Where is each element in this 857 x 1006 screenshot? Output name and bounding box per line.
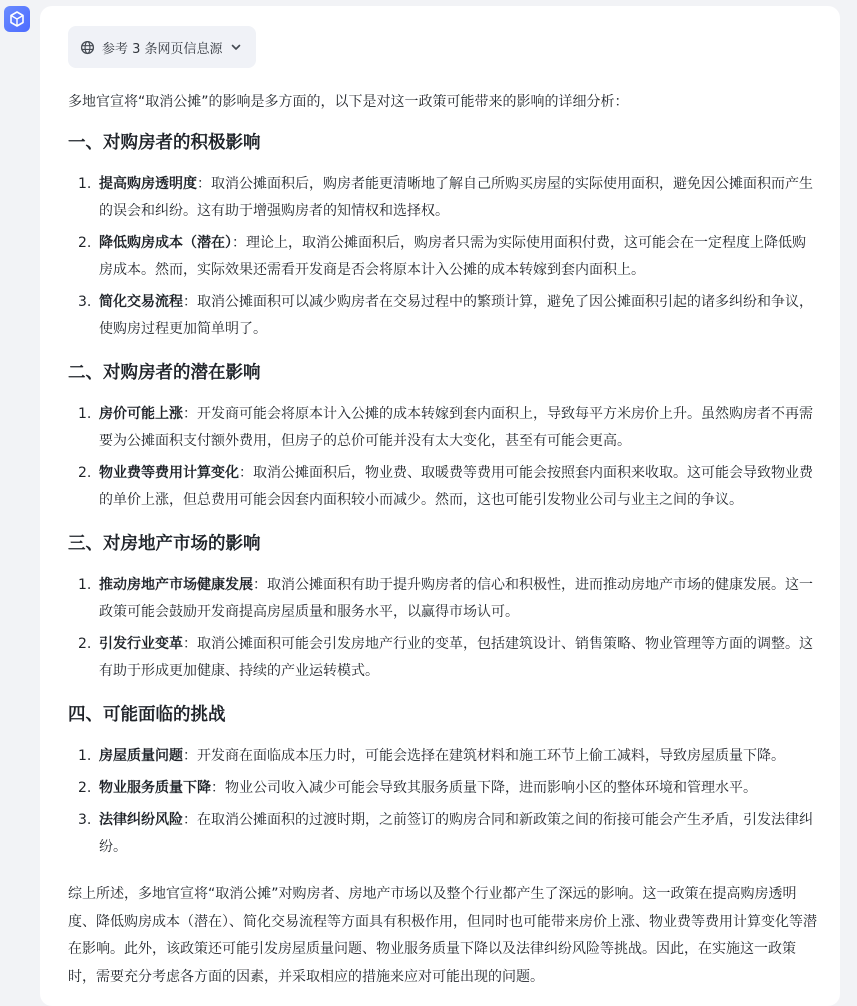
list-item-number: 2. bbox=[78, 636, 92, 652]
section-heading: 三、对房地产市场的影响 bbox=[68, 534, 261, 554]
list-item bbox=[68, 807, 818, 861]
section-list bbox=[68, 743, 818, 861]
sections-container bbox=[68, 129, 818, 861]
list-item-text: ：取消公摊面积可以减少购房者在交易过程中的繁琐计算，避免了因公摊面积引起的诸多纠纷和争议，使购房过程更加简单明了。 bbox=[99, 294, 813, 337]
list-item-text: ：理论上，取消公摊面积后，购房者只需为实际使用面积付费，这可能会在一定程度上降低购房成本。然而，实际效果还需看开发商是否会将原本计入公摊的成本转嫁到套内面积上。 bbox=[99, 235, 806, 278]
cube-logo-icon bbox=[8, 10, 26, 28]
list-item-number: 2. bbox=[78, 235, 92, 251]
list-item bbox=[68, 289, 818, 343]
section-heading: 四、可能面临的挑战 bbox=[68, 705, 226, 725]
list-item-term: 房价可能上涨 bbox=[99, 406, 183, 422]
chat-response-card bbox=[40, 6, 840, 1006]
response-content bbox=[68, 26, 818, 991]
list-item-number: 2. bbox=[78, 465, 92, 481]
list-item-term: 物业费等费用计算变化 bbox=[99, 465, 239, 481]
sources-toggle-button[interactable] bbox=[68, 26, 256, 68]
list-item-term: 房屋质量问题 bbox=[99, 748, 183, 764]
list-item-number: 1. bbox=[78, 577, 92, 593]
list-item-number: 1. bbox=[78, 748, 92, 764]
sources-label: 参考 3 条网页信息源 bbox=[102, 41, 223, 57]
list-item-text: ：取消公摊面积可能会引发房地产行业的变革，包括建筑设计、销售策略、物业管理等方面的调整。这有助于形成更加健康、持续的产业运转模式。 bbox=[99, 636, 813, 679]
globe-icon bbox=[80, 40, 95, 55]
list-item-term: 推动房地产市场健康发展 bbox=[99, 577, 253, 593]
list-item-number: 1. bbox=[78, 176, 92, 192]
list-item-number: 3. bbox=[78, 812, 92, 828]
list-item-term: 提高购房透明度 bbox=[99, 176, 197, 192]
list-item-number: 2. bbox=[78, 780, 92, 796]
section-heading: 二、对购房者的潜在影响 bbox=[68, 363, 261, 383]
list-item bbox=[68, 171, 818, 225]
list-item-term: 引发行业变革 bbox=[99, 636, 183, 652]
list-item-text: ：取消公摊面积后，购房者能更清晰地了解自己所购买房屋的实际使用面积，避免因公摊面积而产生的误会和纠纷。这有助于增强购房者的知情权和选择权。 bbox=[99, 176, 813, 219]
list-item-term: 物业服务质量下降 bbox=[99, 780, 211, 796]
list-item bbox=[68, 230, 818, 284]
list-item-term: 法律纠纷风险 bbox=[99, 812, 183, 828]
list-item-term: 简化交易流程 bbox=[99, 294, 183, 310]
list-item bbox=[68, 572, 818, 626]
summary-paragraph: 综上所述，多地官宣将“取消公摊”对购房者、房地产市场以及整个行业都产生了深远的影响。这一政策在提高购房透明度、降低购房成本（潜在）、简化交易流程等方面具有积极作用，但同时也可能带来房价上涨、物业费等费用计算变化等潜在影响。此外，该政策还可能引发房屋质量问题、物业服务质量下降以及法律纠纷风险等挑战。因此，在实施这一政策时，需要充分考虑各方面的因素，并采取相应的措施来应对可能出现的问题。 bbox=[68, 886, 817, 985]
list-item-text: ：物业公司收入减少可能会导致其服务质量下降，进而影响小区的整体环境和管理水平。 bbox=[211, 780, 757, 796]
list-item-number: 1. bbox=[78, 406, 92, 422]
list-item-text: ：在取消公摊面积的过渡时期，之前签订的购房合同和新政策之间的衔接可能会产生矛盾，引发法律纠纷。 bbox=[99, 812, 813, 855]
list-item-number: 3. bbox=[78, 294, 92, 310]
app-logo[interactable] bbox=[4, 6, 30, 32]
list-item bbox=[68, 460, 818, 514]
list-item-text: ：取消公摊面积有助于提升购房者的信心和积极性，进而推动房地产市场的健康发展。这一政策可能会鼓励开发商提高房屋质量和服务水平，以赢得市场认可。 bbox=[99, 577, 813, 620]
list-item-term: 降低购房成本（潜在） bbox=[99, 235, 232, 251]
section-list bbox=[68, 572, 818, 685]
intro-paragraph: 多地官宣将“取消公摊”的影响是多方面的，以下是对这一政策可能带来的影响的详细分析： bbox=[68, 94, 629, 110]
list-item bbox=[68, 775, 818, 802]
list-item-text: ：取消公摊面积后，物业费、取暖费等费用可能会按照套内面积来收取。这可能会导致物业费的单价上涨，但总费用可能会因套内面积较小而减少。然而，这也可能引发物业公司与业主之间的争议。 bbox=[99, 465, 813, 508]
section-list bbox=[68, 171, 818, 343]
list-item-text: ：开发商在面临成本压力时，可能会选择在建筑材料和施工环节上偷工减料，导致房屋质量下降。 bbox=[183, 748, 785, 764]
list-item bbox=[68, 401, 818, 455]
list-item bbox=[68, 743, 818, 770]
list-item bbox=[68, 631, 818, 685]
section-list bbox=[68, 401, 818, 514]
section-heading: 一、对购房者的积极影响 bbox=[68, 133, 261, 153]
list-item-text: ：开发商可能会将原本计入公摊的成本转嫁到套内面积上，导致每平方米房价上升。虽然购房者不再需要为公摊面积支付额外费用，但房子的总价可能并没有太大变化，甚至有可能会更高。 bbox=[99, 406, 813, 449]
chevron-down-icon bbox=[230, 41, 242, 53]
